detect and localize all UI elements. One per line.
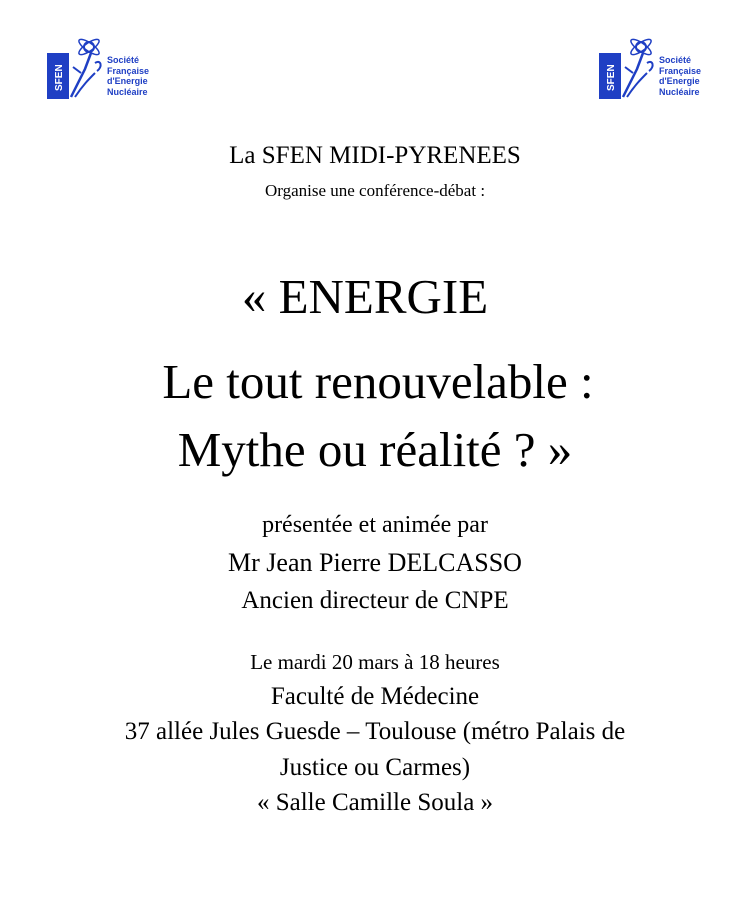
sfen-mark-text: SFEN [606, 64, 617, 91]
logo-name-line: Française [659, 65, 702, 76]
sfen-logo-right [597, 33, 727, 103]
conference-title-line-1: « ENERGIE [241, 269, 489, 324]
presenter-name: Mr Jean Pierre DELCASSO [228, 548, 522, 577]
event-venue: Faculté de Médecine [270, 683, 480, 710]
logo-name-line: Société [107, 55, 140, 65]
logo-name-line: Société [659, 55, 692, 65]
logo-name-text [659, 55, 701, 97]
logo-name-line: Française [107, 65, 150, 76]
presenter-role: Ancien directeur de CNPE [241, 587, 509, 614]
organizer-title: La SFEN MIDI-PYRENEES [229, 142, 521, 169]
logo-name-line: Nucléaire [107, 86, 148, 97]
presenter-intro: présentée et animée par [262, 512, 488, 538]
conference-title-line-2: Le tout renouvelable : [162, 354, 594, 409]
sfen-emblem-icon [45, 33, 107, 103]
event-address-line-2: Justice ou Carmes) [279, 754, 471, 781]
organizer-subtitle: Organise une conférence-débat : [264, 181, 486, 200]
event-room: « Salle Camille Soula » [256, 789, 494, 816]
logo-name-line: Nucléaire [659, 86, 700, 97]
logo-name-line: d'Energie [107, 76, 148, 86]
sfen-mark-text: SFEN [54, 64, 65, 91]
conference-title-line-3: Mythe ou réalité ? » [177, 422, 573, 477]
sfen-logo-left [45, 33, 175, 103]
sfen-emblem-icon [597, 33, 659, 103]
logo-name-line: d'Energie [659, 76, 700, 86]
logo-name-text [107, 55, 149, 97]
event-date: Le mardi 20 mars à 18 heures [250, 650, 500, 674]
event-address-line-1: 37 allée Jules Guesde – Toulouse (métro Palais de [124, 718, 626, 745]
